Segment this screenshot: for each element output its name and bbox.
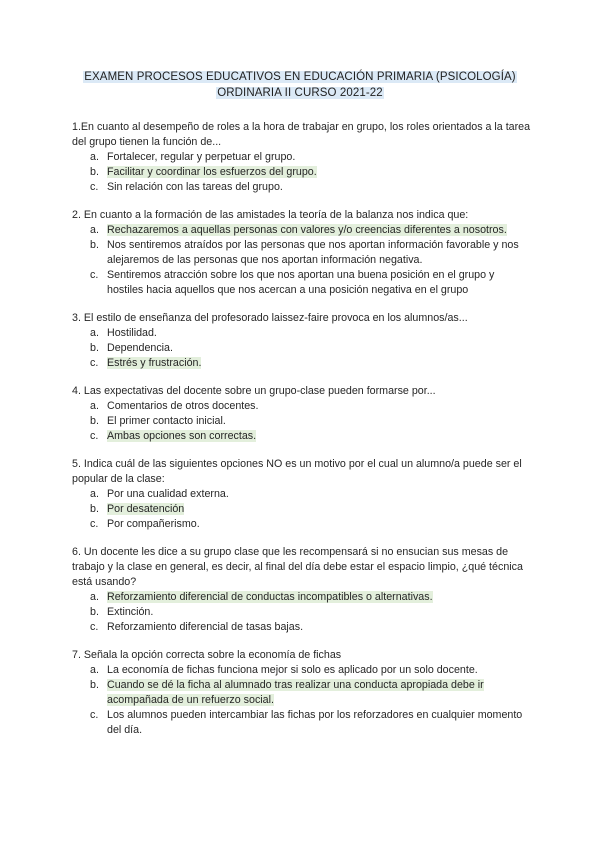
option-b: b. El primer contacto inicial. xyxy=(90,415,226,427)
option-b-correct: b. Por desatención xyxy=(90,503,185,515)
exam-title-line-1: EXAMEN PROCESOS EDUCATIVOS EN EDUCACIÓN PRIMARIA (PSICOLOGÍA) xyxy=(84,71,516,83)
option-list xyxy=(72,150,532,195)
option-b-correct: b. Cuando se dé la ficha al alumnado tras realizar una conducta apropiada debe ir acompañada de un refuerzo social. xyxy=(90,679,484,706)
option-c-correct: c. Ambas opciones son correctas. xyxy=(90,430,257,442)
option-list xyxy=(72,663,532,738)
option-a: a. Hostilidad. xyxy=(90,327,157,339)
question-text: 4. Las expectativas del docente sobre un grupo-clase pueden formarse por... xyxy=(72,385,436,397)
question-4 xyxy=(72,384,532,444)
option-c: c. Sin relación con las tareas del grupo. xyxy=(90,181,283,193)
question-6 xyxy=(72,545,532,635)
question-text: 2. En cuanto a la formación de las amistades la teoría de la balanza nos indica que: xyxy=(72,209,469,221)
question-7 xyxy=(72,648,532,738)
option-b: b. Extinción. xyxy=(90,606,154,618)
option-a-correct: a. Reforzamiento diferencial de conductas incompatibles o alternativas. xyxy=(90,591,433,603)
exam-title-line-2: ORDINARIA II CURSO 2021-22 xyxy=(217,87,383,99)
question-1 xyxy=(72,120,532,195)
question-2 xyxy=(72,208,532,298)
question-text: 6. Un docente les dice a su grupo clase que les recompensará si no ensucian sus mesas de trabajo y la clase en general, es decir, al final del día debe estar el espacio limpio, ¿qué técnica está usando? xyxy=(72,546,523,588)
question-text: 7. Señala la opción correcta sobre la economía de fichas xyxy=(72,649,342,661)
option-a: a. La economía de fichas funciona mejor si solo es aplicado por un solo docente. xyxy=(90,664,478,676)
option-list xyxy=(72,326,532,371)
option-b: b. Nos sentiremos atraídos por las personas que nos aportan información favorable y nos alejaremos de las personas que nos aportan información negativa. xyxy=(90,239,519,266)
option-list xyxy=(72,399,532,444)
option-list xyxy=(72,223,532,298)
option-c: c. Sentiremos atracción sobre los que nos aportan una buena posición en el grupo y hostiles hacia aquellos que nos acercan a una posición negativa en el grupo xyxy=(90,269,495,296)
question-text: 5. Indica cuál de las siguientes opciones NO es un motivo por el cual un alumno/a puede ser el popular de la clase: xyxy=(72,458,522,485)
option-a: a. Por una cualidad externa. xyxy=(90,488,229,500)
option-a-correct: a. Rechazaremos a aquellas personas con valores y/o creencias diferentes a nosotros. xyxy=(90,224,507,236)
option-a: a. Fortalecer, regular y perpetuar el grupo. xyxy=(90,151,296,163)
option-c: c. Los alumnos pueden intercambiar las fichas por los reforzadores en cualquier momento del día. xyxy=(90,709,523,736)
question-text: 1.En cuanto al desempeño de roles a la hora de trabajar en grupo, los roles orientados a la tarea del grupo tienen la función de... xyxy=(72,121,531,148)
question-3 xyxy=(72,311,532,371)
option-a: a. Comentarios de otros docentes. xyxy=(90,400,259,412)
option-c-correct: c. Estrés y frustración. xyxy=(90,357,202,369)
option-c: c. Reforzamiento diferencial de tasas bajas. xyxy=(90,621,304,633)
option-b-correct: b. Facilitar y coordinar los esfuerzos del grupo. xyxy=(90,166,317,178)
question-text: 3. El estilo de enseñanza del profesorado laissez-faire provoca en los alumnos/as... xyxy=(72,312,468,324)
option-list xyxy=(72,487,532,532)
question-5 xyxy=(72,457,532,532)
option-b: b. Dependencia. xyxy=(90,342,173,354)
option-list xyxy=(72,590,532,635)
option-c: c. Por compañerismo. xyxy=(90,518,200,530)
